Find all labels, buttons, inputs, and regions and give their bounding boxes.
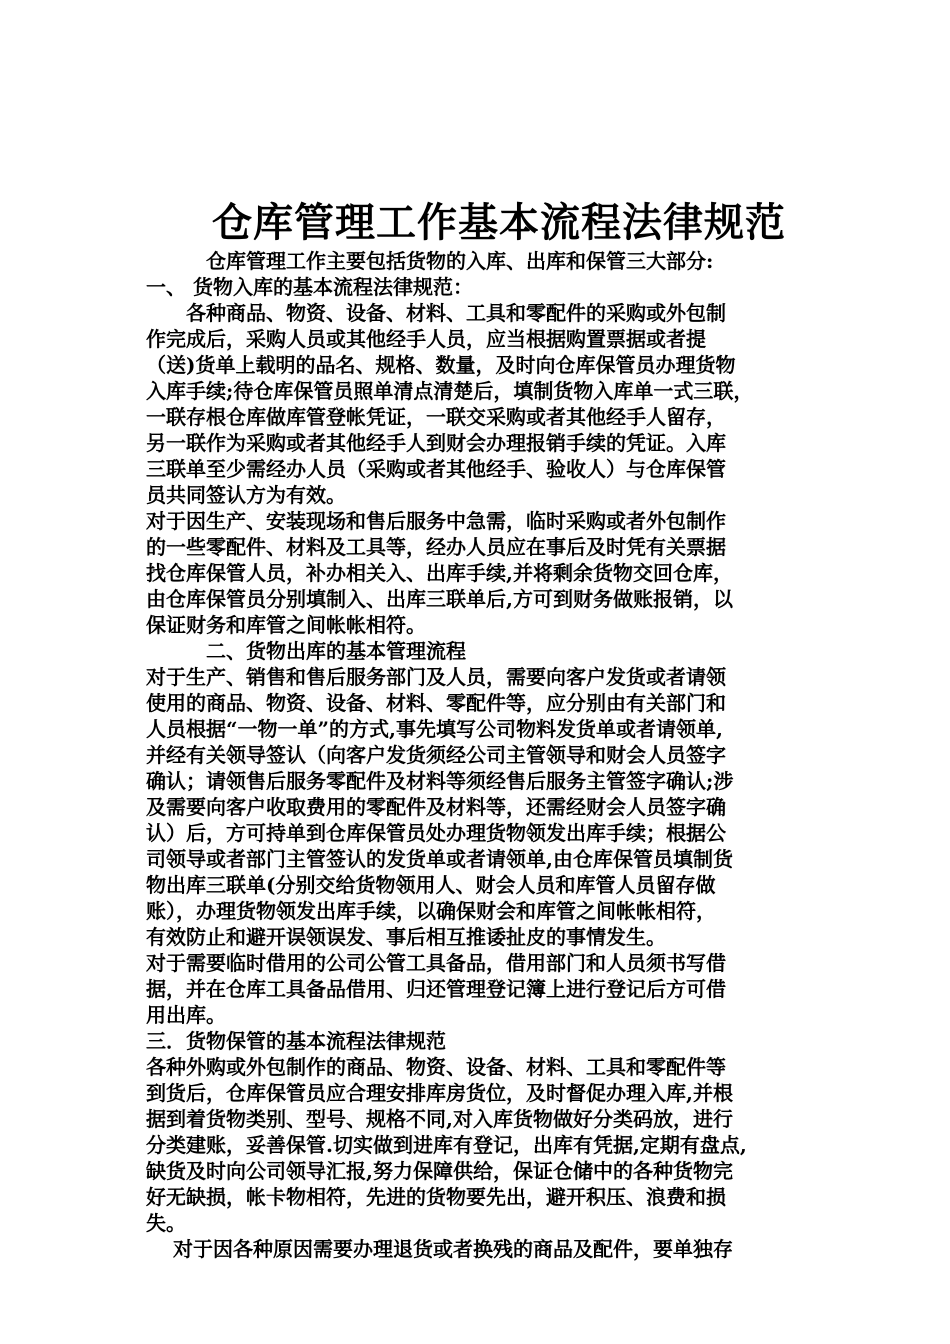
- body-line: 二、货物出库的基本管理流程: [146, 639, 466, 663]
- body-line: 失。: [146, 1211, 186, 1235]
- body-line: 对于生产、销售和售后服务部门及人员，需要向客户发货或者请领: [146, 665, 726, 689]
- body-line: 据到着货物类别、型号、规格不同,对入库货物做好分类码放，进行: [146, 1107, 733, 1131]
- body-line: 找仓库保管人员，补办相关入、出库手续,并将剩余货物交回仓库，: [146, 561, 733, 585]
- body-line: 的一些零配件、材料及工具等，经办人员应在事后及时凭有关票据: [146, 535, 726, 559]
- body-line: 员共同签认方为有效。: [146, 483, 346, 507]
- body-line: 入库手续;待仓库保管员照单清点清楚后，填制货物入库单一式三联，: [146, 379, 754, 403]
- body-line: 到货后，仓库保管员应合理安排库房货位，及时督促办理入库,并根: [146, 1081, 733, 1105]
- body-line: 确认；请领售后服务零配件及材料等须经售后服务主管签字确认;涉: [146, 769, 734, 793]
- body-line: 及需要向客户收取费用的零配件及材料等，还需经财会人员签字确: [146, 795, 726, 819]
- body-line: 用出库。: [146, 1003, 226, 1027]
- body-line: 账），办理货物领发出库手续，以确保财会和库管之间帐帐相符，: [146, 899, 716, 923]
- body-line: 对于因生产、安装现场和售后服务中急需，临时采购或者外包制作: [146, 509, 726, 533]
- body-line: 好无缺损，帐卡物相符，先进的货物要先出，避开积压、浪费和损: [146, 1185, 726, 1209]
- body-line: 三联单至少需经办人员（采购或者其他经手、验收人）与仓库保管: [146, 457, 726, 481]
- body-line: （送)货单上载明的品名、规格、数量，及时向仓库保管员办理货物: [146, 353, 736, 377]
- body-line: 另一联作为采购或者其他经手人到财会办理报销手续的凭证。入库: [146, 431, 726, 455]
- document-body: [146, 248, 818, 1262]
- body-line: 作完成后，采购人员或其他经手人员，应当根据购置票据或者提: [146, 327, 706, 351]
- body-line: 物出库三联单(分别交给货物领用人、财会人员和库管人员留存做: [146, 873, 716, 897]
- body-line: 各种商品、物资、设备、材料、工具和零配件的采购或外包制: [146, 301, 726, 325]
- body-line: 保证财务和库管之间帐帐相符。: [146, 613, 426, 637]
- body-line: 并经有关领导签认（向客户发货须经公司主管领导和财会人员签字: [146, 743, 726, 767]
- body-line: 各种外购或外包制作的商品、物资、设备、材料、工具和零配件等: [146, 1055, 726, 1079]
- body-line: 一、 货物入库的基本流程法律规范：: [146, 275, 473, 299]
- body-line: 司领导或者部门主管签认的发货单或者请领单,由仓库保管员填制货: [146, 847, 733, 871]
- document-title: 仓库管理工作基本流程法律规范: [212, 199, 786, 246]
- body-line: 三．货物保管的基本流程法律规范: [146, 1029, 446, 1053]
- body-line: 一联存根仓库做库管登帐凭证，一联交采购或者其他经手人留存，: [146, 405, 726, 429]
- body-line: 人员根据“一物一单”的方式,事先填写公司物料发货单或者请领单,: [146, 717, 723, 741]
- body-line: 由仓库保管员分别填制入、出库三联单后,方可到财务做账报销，以: [146, 587, 733, 611]
- body-line: 认）后，方可持单到仓库保管员处办理货物领发出库手续；根据公: [146, 821, 726, 845]
- body-line: 有效防止和避开误领误发、事后相互推诿扯皮的事情发生。: [146, 925, 666, 949]
- body-line: 仓库管理工作主要包括货物的入库、出库和保管三大部分:: [146, 249, 714, 273]
- body-line: 分类建账，妥善保管.切实做到进库有登记，出库有凭据,定期有盘点,: [146, 1133, 747, 1157]
- body-line: 对于需要临时借用的公司公管工具备品，借用部门和人员须书写借: [146, 951, 726, 975]
- body-line: 使用的商品、物资、设备、材料、零配件等，应分别由有关部门和: [146, 691, 726, 715]
- body-line: 据，并在仓库工具备品借用、归还管理登记簿上进行登记后方可借: [146, 977, 726, 1001]
- body-line: 对于因各种原因需要办理退货或者换残的商品及配件，要单独存: [146, 1237, 733, 1261]
- body-line: 缺货及时向公司领导汇报,努力保障供给，保证仓储中的各种货物完: [146, 1159, 733, 1183]
